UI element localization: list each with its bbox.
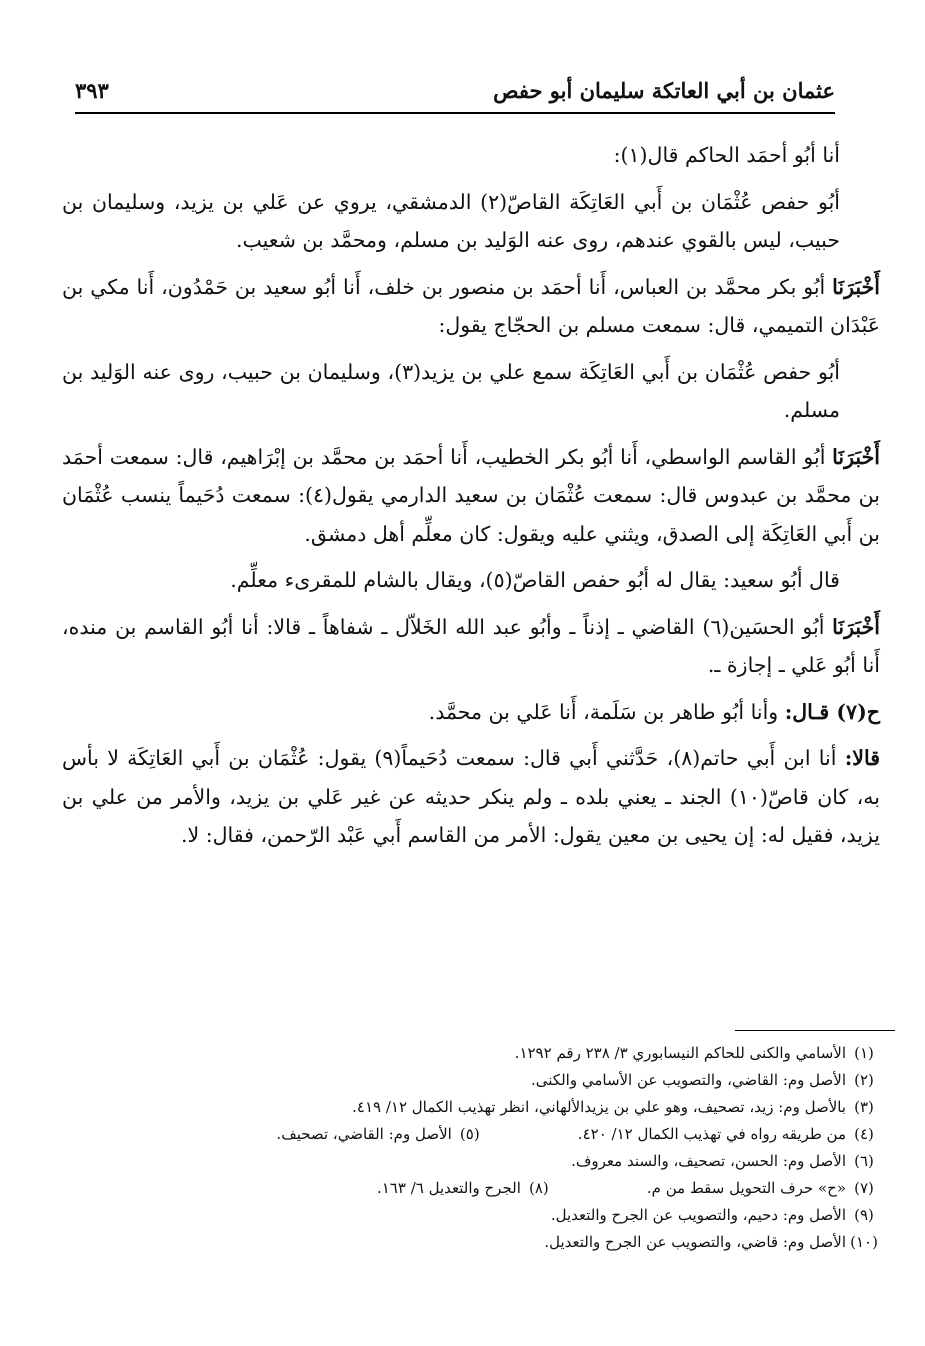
paragraph-text: أبُو حفص عُثْمَان بن أَبي العَاتِكَة القاصّ(٢) الدمشقي، يروي عن عَلي بن يزيد، وسليمان بن حبيب، ليس بالقوي عندهم، روى عنه الوَليد بن مسلم، ومحمَّد بن شعيب. bbox=[62, 189, 840, 252]
paragraph bbox=[62, 693, 880, 732]
paragraph bbox=[62, 268, 880, 345]
paragraph bbox=[62, 438, 880, 554]
footnote-text: الجرح والتعديل ٦/ ١٦٣. bbox=[376, 1179, 521, 1197]
footnote-number: (١٠) bbox=[850, 1233, 878, 1251]
running-title: عثمان بن أبي العاتكة سليمان أبو حفص bbox=[493, 78, 835, 103]
footnote-number: (٨) bbox=[529, 1179, 549, 1197]
footnote bbox=[160, 1121, 882, 1148]
footnote bbox=[160, 1067, 882, 1094]
paragraph-keyword: ح(٧) قـال: bbox=[784, 699, 880, 724]
footnote-secondary bbox=[276, 1121, 487, 1148]
paragraph-keyword: أَخْبَرَنَا bbox=[832, 274, 880, 299]
footnote-number: (٥) bbox=[459, 1125, 480, 1143]
page-header bbox=[75, 72, 835, 114]
footnote-number: (٣) bbox=[854, 1098, 874, 1116]
paragraph-text: أنا ابن أَبي حاتم(٨)، حَدَّثني أَبي قال: سمعت دُحَيماً(٩) يقول: عُثْمَان بن أَبي العَاتِكَة لا بأس به، كان قاصّ(١٠) الجند ـ يعني بلده ـ ولم ينكر حديثه عن غير عَلي بن يزيد، والأمر من علي بن يزيد، فقيل له: إن يحيى بن معين يقول: الأمر من القاسم أَبي عَبْد الرّحمن، فقال: لا. bbox=[62, 746, 880, 847]
footnote-text: الأصل وم: القاضي، والتصويب عن الأسامي والكنى. bbox=[531, 1071, 846, 1089]
footnote-secondary bbox=[377, 1175, 557, 1202]
paragraph-text: قال أبُو سعيد: يقال له أبُو حفص القاصّ(٥)، ويقال بالشام للمقرىء معلِّم. bbox=[230, 568, 840, 592]
page-number: ٣٩٣ bbox=[75, 78, 109, 103]
footnote bbox=[160, 1175, 882, 1202]
footnote bbox=[160, 1094, 882, 1121]
paragraph bbox=[62, 561, 880, 600]
footnote bbox=[160, 1148, 882, 1175]
paragraph-text: أبُو القاسم الواسطي، أَنا أبُو بكر الخطيب، أَنا أحمَد بن محمَّد بن إبْرَاهيم، قال: سمعت أحمَد بن محمَّد بن عبدوس قال: سمعت عُثْمَان بن سعيد الدارمي يقول(٤): سمعت دُحَيماً ينسب عُثْمَان بن أَبي العَاتِكَة إلى الصدق، ويثني عليه ويقول: كان معلِّم أهل دمشق. bbox=[62, 444, 880, 546]
paragraph-text: وأنا أبُو طاهر بن سَلَمة، أَنا عَلي بن محمَّد. bbox=[428, 699, 785, 724]
footnote-text: الأصل وم: القاضي، تصحيف. bbox=[276, 1125, 452, 1143]
footnote-text: الأصل وم: قاضي، والتصويب عن الجرح والتعديل. bbox=[544, 1233, 846, 1251]
footnote-text: الأصل وم: دحيم، والتصويب عن الجرح والتعديل. bbox=[550, 1206, 846, 1224]
footnote-number: (٢) bbox=[854, 1071, 874, 1089]
footnotes bbox=[160, 1040, 882, 1256]
paragraph bbox=[62, 353, 880, 430]
footnote-text: «ح» حرف التحويل سقط من م. bbox=[646, 1179, 846, 1197]
footnote bbox=[160, 1202, 882, 1229]
footnote bbox=[160, 1229, 882, 1256]
footnote-number: (١) bbox=[854, 1044, 874, 1062]
paragraph bbox=[62, 183, 880, 260]
paragraph-keyword: أَخْبَرَنَا bbox=[832, 614, 880, 639]
footnote-number: (٩) bbox=[854, 1206, 874, 1224]
paragraph-text: أبُو بكر محمَّد بن العباس، أَنا أحمَد بن منصور بن خلف، أَنا أبُو سعيد بن حَمْدُون، أَنا مكي بن عَبْدَان التميمي، قال: سمعت مسلم بن الحجّاج يقول: bbox=[62, 274, 880, 337]
paragraph-keyword: أَخْبَرَنَا bbox=[832, 444, 880, 469]
paragraph-text: أبُو حفص عُثْمَان بن أَبي العَاتِكَة سمع علي بن يزيد(٣)، وسليمان بن حبيب، روى عنه الوَليد بن مسلم. bbox=[62, 359, 840, 422]
paragraph bbox=[62, 739, 880, 855]
footnote-text: الأصل وم: الحسن، تصحيف، والسند معروف. bbox=[571, 1152, 846, 1170]
footnote-separator bbox=[735, 1030, 895, 1031]
paragraph-text: أبُو الحسَين(٦) القاضي ـ إذناً ـ وأبُو عبد الله الخَلاّل ـ شفاهاً ـ قالا: أنا أبُو القاسم بن منده، أَنا أبُو عَلي ـ إجازة ـ. bbox=[62, 614, 880, 677]
paragraph-text: أنا أبُو أحمَد الحاكم قال(١): bbox=[613, 143, 840, 167]
footnote-text: من طريقه رواه في تهذيب الكمال ١٢/ ٤٢٠. bbox=[577, 1125, 846, 1143]
footnote-text: الأسامي والكنى للحاكم النيسابوري ٣/ ٢٣٨ رقم ١٢٩٢. bbox=[514, 1044, 846, 1062]
footnote bbox=[160, 1040, 882, 1067]
main-text bbox=[62, 136, 880, 855]
footnote-number: (٧) bbox=[854, 1179, 874, 1197]
footnote-text: بالأصل وم: زيد، تصحيف، وهو علي بن يزيدالألهاني، انظر تهذيب الكمال ١٢/ ٤١٩. bbox=[352, 1098, 846, 1116]
footnote-number: (٦) bbox=[854, 1152, 874, 1170]
paragraph-keyword: قالا: bbox=[844, 746, 880, 770]
paragraph bbox=[62, 136, 880, 175]
footnote-number: (٤) bbox=[854, 1125, 874, 1143]
paragraph bbox=[62, 608, 880, 685]
